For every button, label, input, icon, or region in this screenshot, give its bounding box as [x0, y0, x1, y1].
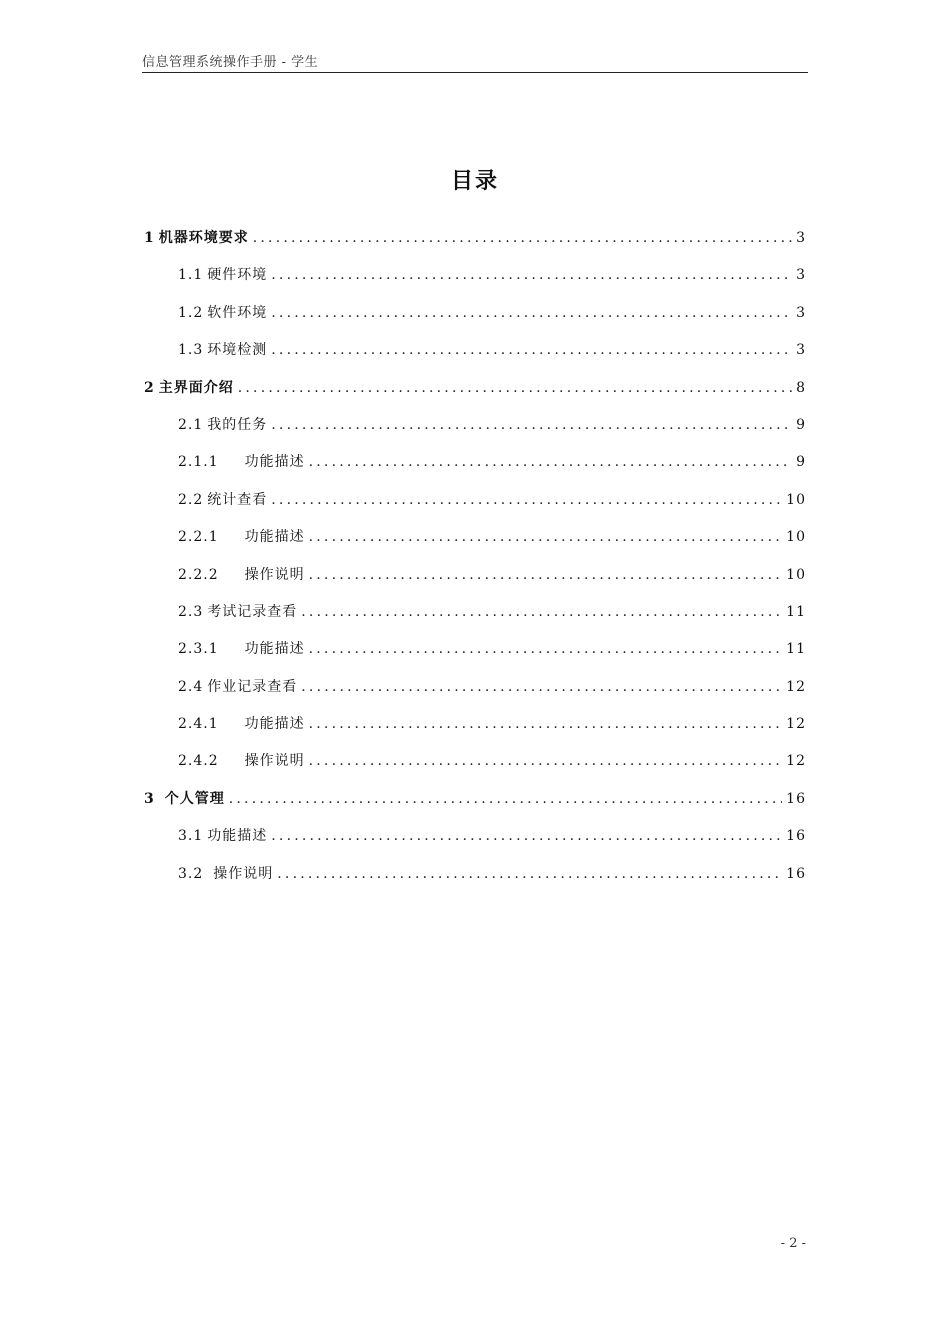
toc-entry[interactable] [144, 602, 806, 639]
toc-entry-number: 1.2 [178, 304, 204, 321]
toc-entry-page: 10 [786, 529, 806, 546]
toc-entry-title: 考试记录查看 [207, 603, 298, 620]
toc-title: 目录 [450, 168, 499, 194]
toc-entry-label [144, 228, 249, 248]
toc-entry-title: 主界面介绍 [158, 379, 234, 396]
toc-entry-number: 2.3.1 [178, 641, 219, 658]
toc-entry-title: 个人管理 [164, 790, 225, 807]
toc-entry[interactable] [144, 265, 806, 302]
toc-dot-leader [271, 415, 792, 435]
toc-entry-title: 我的任务 [207, 416, 268, 433]
toc-dot-leader [271, 303, 792, 323]
toc-entry-title: 功能描述 [244, 716, 305, 733]
toc-entry-label [178, 677, 297, 697]
toc-entry-number: 2.1.1 [178, 454, 219, 471]
toc-dot-leader [309, 565, 783, 585]
toc-entry-title: 功能描述 [244, 529, 305, 546]
toc-entry-number: 3 [144, 790, 155, 807]
toc-dot-leader [309, 751, 783, 771]
toc-dot-leader [301, 602, 782, 622]
toc-entry-label [178, 565, 305, 585]
toc-entry-number: 2.1 [178, 416, 204, 433]
toc-entry-label [178, 527, 305, 547]
toc-dot-leader [309, 452, 792, 472]
toc-entry[interactable] [144, 228, 806, 265]
toc-entry-page: 16 [786, 865, 806, 882]
toc-entry-label [178, 303, 267, 323]
toc-dot-leader [309, 527, 783, 547]
toc-entry-title: 统计查看 [207, 491, 268, 508]
toc-entry-label [178, 602, 297, 622]
toc-entry-page: 12 [786, 716, 806, 733]
toc-entry[interactable] [144, 527, 806, 564]
toc-entry-number: 2.2.1 [178, 529, 219, 546]
toc-entry-page: 10 [786, 491, 806, 508]
toc-entry-label [178, 265, 267, 285]
toc-entry-page: 3 [796, 230, 806, 246]
toc-entry-label [178, 864, 273, 884]
toc-entry-page: 3 [796, 342, 806, 359]
toc-entry[interactable] [144, 415, 806, 452]
toc-entry[interactable] [144, 452, 806, 489]
toc-entry-number: 2.2.2 [178, 566, 219, 583]
toc-entry-page: 16 [786, 828, 806, 845]
toc-entry-page: 3 [796, 267, 806, 284]
toc-entry-title: 功能描述 [207, 828, 268, 845]
toc-dot-leader [301, 677, 782, 697]
toc-entry-title: 环境检测 [207, 342, 268, 359]
toc-entry-number: 2.3 [178, 603, 204, 620]
toc-dot-leader [238, 378, 792, 398]
toc-dot-leader [271, 826, 782, 846]
toc-entry-label [178, 452, 305, 472]
toc-entry-page: 11 [786, 641, 806, 658]
toc-entry-title: 操作说明 [244, 566, 305, 583]
toc-entry-page: 3 [796, 304, 806, 321]
toc-entry[interactable] [144, 714, 806, 751]
toc-entry-label [178, 490, 267, 510]
toc-entry-page: 16 [786, 790, 806, 807]
toc-entry-number: 2.2 [178, 491, 204, 508]
toc-entry-page: 9 [796, 416, 806, 433]
toc-entry-title: 功能描述 [244, 641, 305, 658]
toc-entry-number: 1 [144, 230, 155, 246]
toc-entry-page: 12 [786, 753, 806, 770]
toc-entry-title: 硬件环境 [207, 267, 268, 284]
toc-entry[interactable] [144, 378, 806, 415]
toc-entry[interactable] [144, 864, 806, 901]
toc-entry-number: 2.4.2 [178, 753, 219, 770]
toc-entry-title: 作业记录查看 [207, 678, 298, 695]
toc-entry-page: 12 [786, 678, 806, 695]
toc-entry-title: 操作说明 [244, 753, 305, 770]
toc-entry-title: 操作说明 [213, 865, 274, 882]
toc-entry[interactable] [144, 565, 806, 602]
toc-entry-number: 1.1 [178, 267, 204, 284]
toc-dot-leader [309, 639, 783, 659]
toc-entry-label [178, 826, 267, 846]
toc-entry-number: 1.3 [178, 342, 204, 359]
toc-dot-leader [271, 340, 792, 360]
toc-dot-leader [271, 265, 792, 285]
toc-entry-title: 软件环境 [207, 304, 268, 321]
table-of-contents [144, 228, 806, 901]
toc-entry-number: 3.1 [178, 828, 204, 845]
page-header: 信息管理系统操作手册 - 学生 [142, 54, 808, 73]
toc-dot-leader [309, 714, 783, 734]
toc-entry[interactable] [144, 751, 806, 788]
toc-entry-label [178, 751, 305, 771]
toc-entry-page: 8 [796, 379, 806, 396]
toc-dot-leader [229, 789, 782, 809]
toc-entry[interactable] [144, 340, 806, 377]
toc-entry[interactable] [144, 639, 806, 676]
page-number: - 2 - [780, 1236, 806, 1251]
toc-entry[interactable] [144, 490, 806, 527]
toc-dot-leader [277, 864, 782, 884]
toc-entry[interactable] [144, 303, 806, 340]
toc-entry-title: 功能描述 [244, 454, 305, 471]
toc-dot-leader [271, 490, 782, 510]
toc-entry-label [178, 415, 267, 435]
toc-entry-number: 2 [144, 379, 155, 396]
toc-entry-title: 机器环境要求 [158, 230, 249, 246]
toc-entry[interactable] [144, 826, 806, 863]
toc-entry-page: 9 [796, 454, 806, 471]
toc-dot-leader [253, 228, 792, 248]
toc-entry-label [178, 340, 267, 360]
toc-entry-label [144, 378, 234, 398]
toc-entry-page: 11 [786, 603, 806, 620]
toc-entry-number: 2.4 [178, 678, 204, 695]
toc-entry-number: 2.4.1 [178, 716, 219, 733]
toc-entry-page: 10 [786, 566, 806, 583]
toc-entry[interactable] [144, 677, 806, 714]
toc-entry-number: 3.2 [178, 865, 204, 882]
toc-entry-label [144, 789, 225, 809]
toc-entry[interactable] [144, 789, 806, 826]
toc-entry-label [178, 639, 305, 659]
toc-entry-label [178, 714, 305, 734]
